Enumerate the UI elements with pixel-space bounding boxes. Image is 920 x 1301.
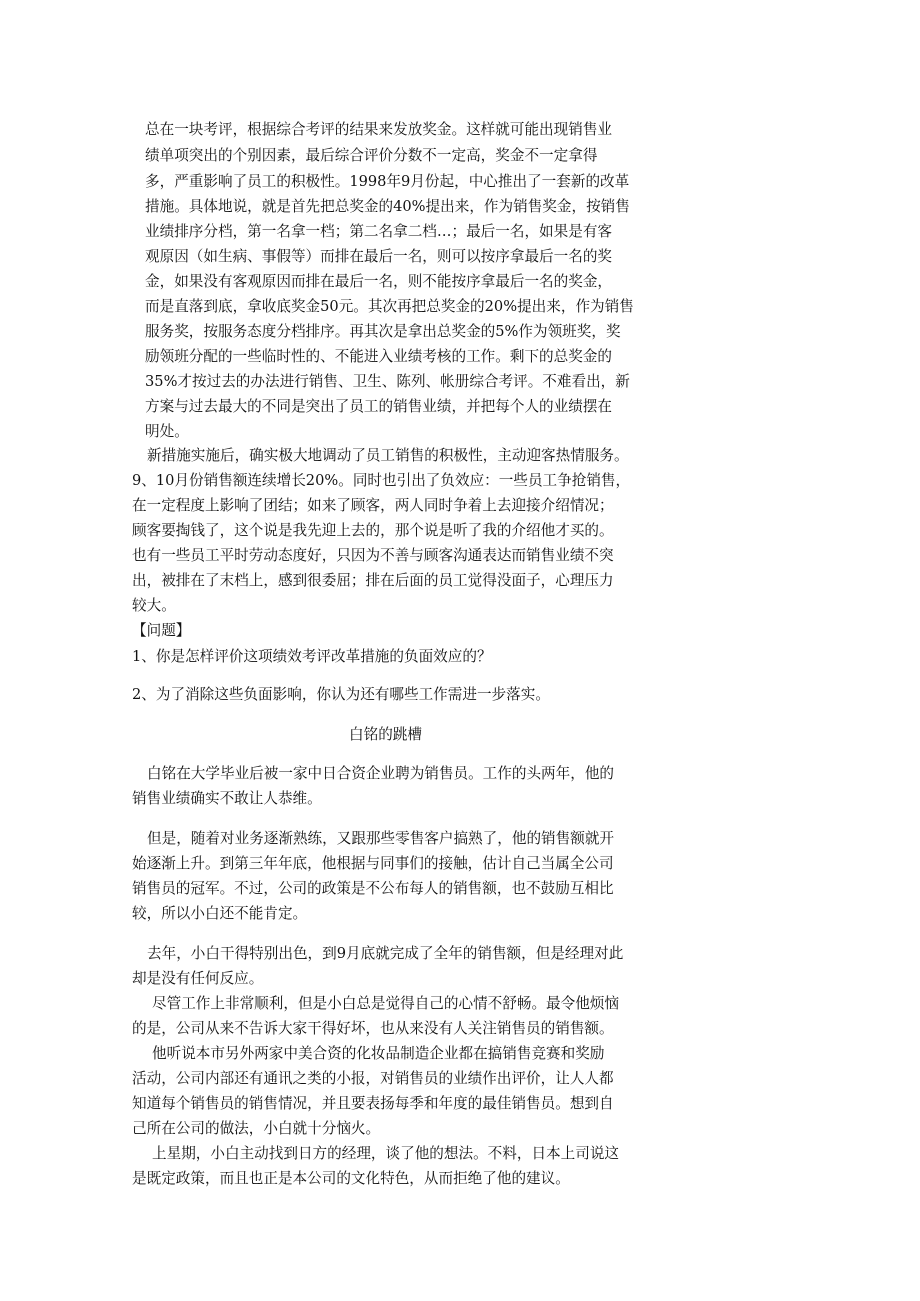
text-line: 出，被排在了末档上，感到很委屈；排在后面的员工觉得没面子，心理压力 bbox=[132, 572, 614, 589]
text-line: 较大。 bbox=[132, 597, 176, 614]
question-2: 2、为了消除这些负面影响，你认为还有哪些工作需进一步落实。 bbox=[132, 686, 550, 703]
text-line: 而是直落到底，拿收底奖金50元。其次再把总奖金的20%提出来，作为销售 bbox=[145, 298, 634, 315]
text-line: 较，所以小白还不能肯定。 bbox=[132, 905, 308, 922]
text-line: 业绩排序分档，第一名拿一档；第二名拿二档…；最后一名，如果是有客 bbox=[145, 223, 613, 240]
text-line: 但是，随着对业务逐渐熟练，又跟那些零售客户搞熟了，他的销售额就开 bbox=[147, 830, 615, 847]
text-line: 己所在公司的做法，小白就十分恼火。 bbox=[132, 1120, 381, 1137]
question-1: 1、你是怎样评价这项绩效考评改革措施的负面效应的？ bbox=[132, 648, 492, 665]
text-line: 的是，公司从来不告诉大家干得好坏，也从来没有人关注销售员的销售额。 bbox=[132, 1020, 614, 1037]
text-line: 销售业绩确实不敢让人恭维。 bbox=[132, 790, 322, 807]
text-line: 9、10月份销售额连续增长20%。同时也引出了负效应：一些员工争抢销售， bbox=[132, 472, 631, 489]
text-line: 措施。具体地说，就是首先把总奖金的40%提出来，作为销售奖金，按销售 bbox=[145, 198, 630, 215]
text-line: 也有一些员工平时劳动态度好，只因为不善与顾客沟通表达而销售业绩不突 bbox=[132, 547, 614, 564]
text-line: 知道每个销售员的销售情况，并且要表扬每季和年度的最佳销售员。想到自 bbox=[132, 1095, 614, 1112]
text-line: 却是没有任何反应。 bbox=[132, 970, 264, 987]
text-line: 上星期，小白主动找到日方的经理，谈了他的想法。不料，日本上司说这 bbox=[152, 1145, 620, 1162]
text-line: 绩单项突出的个别因素，最后综合评价分数不一定高，奖金不一定拿得 bbox=[145, 147, 598, 164]
text-line: 销售员的冠军。不过，公司的政策是不公布每人的销售额，也不鼓励互相比 bbox=[132, 880, 614, 897]
case-title: 白铭的跳槽 bbox=[349, 726, 422, 743]
text-line: 服务奖，按服务态度分档排序。再其次是拿出总奖金的5%作为领班奖，奖 bbox=[145, 323, 621, 340]
text-line: 他听说本市另外两家中美合资的化妆品制造企业都在搞销售竞赛和奖励 bbox=[152, 1045, 605, 1062]
text-line: 方案与过去最大的不同是突出了员工的销售业绩，并把每个人的业绩摆在 bbox=[145, 398, 613, 415]
text-line: 顾客要掏钱了，这个说是我先迎上去的，那个说是听了我的介绍他才买的。 bbox=[132, 522, 614, 539]
text-line: 35%才按过去的办法进行销售、卫生、陈列、帐册综合考评。不难看出，新 bbox=[145, 373, 630, 390]
questions-heading: 【问题】 bbox=[132, 622, 191, 639]
text-line: 白铭在大学毕业后被一家中日合资企业聘为销售员。工作的头两年，他的 bbox=[147, 765, 615, 782]
text-line: 是既定政策，而且也正是本公司的文化特色，从而拒绝了他的建议。 bbox=[132, 1170, 570, 1187]
text-line: 去年，小白干得特别出色，到9月底就完成了全年的销售额，但是经理对此 bbox=[147, 945, 624, 962]
text-line: 观原因（如生病、事假等）而排在最后一名，则可以按序拿最后一名的奖 bbox=[145, 248, 613, 265]
text-line: 尽管工作上非常顺利，但是小白总是觉得自己的心情不舒畅。最令他烦恼 bbox=[152, 995, 620, 1012]
text-line: 明处。 bbox=[145, 423, 189, 440]
text-line: 多，严重影响了员工的积极性。1998年9月份起，中心推出了一套新的改革 bbox=[145, 173, 630, 190]
text-line: 活动，公司内部还有通讯之类的小报，对销售员的业绩作出评价，让人人都 bbox=[132, 1070, 614, 1087]
text-line: 金，如果没有客观原因而排在最后一名，则不能按序拿最后一名的奖金， bbox=[145, 273, 613, 290]
text-line: 励领班分配的一些临时性的、不能进入业绩考核的工作。剩下的总奖金的 bbox=[145, 348, 613, 365]
text-line: 新措施实施后，确实极大地调动了员工销售的积极性，主动迎客热情服务。 bbox=[147, 447, 629, 464]
text-line: 总在一块考评，根据综合考评的结果来发放奖金。这样就可能出现销售业 bbox=[145, 121, 613, 138]
text-line: 在一定程度上影响了团结；如来了顾客，两人同时争着上去迎接介绍情况； bbox=[132, 497, 614, 514]
text-line: 始逐渐上升。到第三年年底，他根据与同事们的接触，估计自己当属全公司 bbox=[132, 855, 614, 872]
